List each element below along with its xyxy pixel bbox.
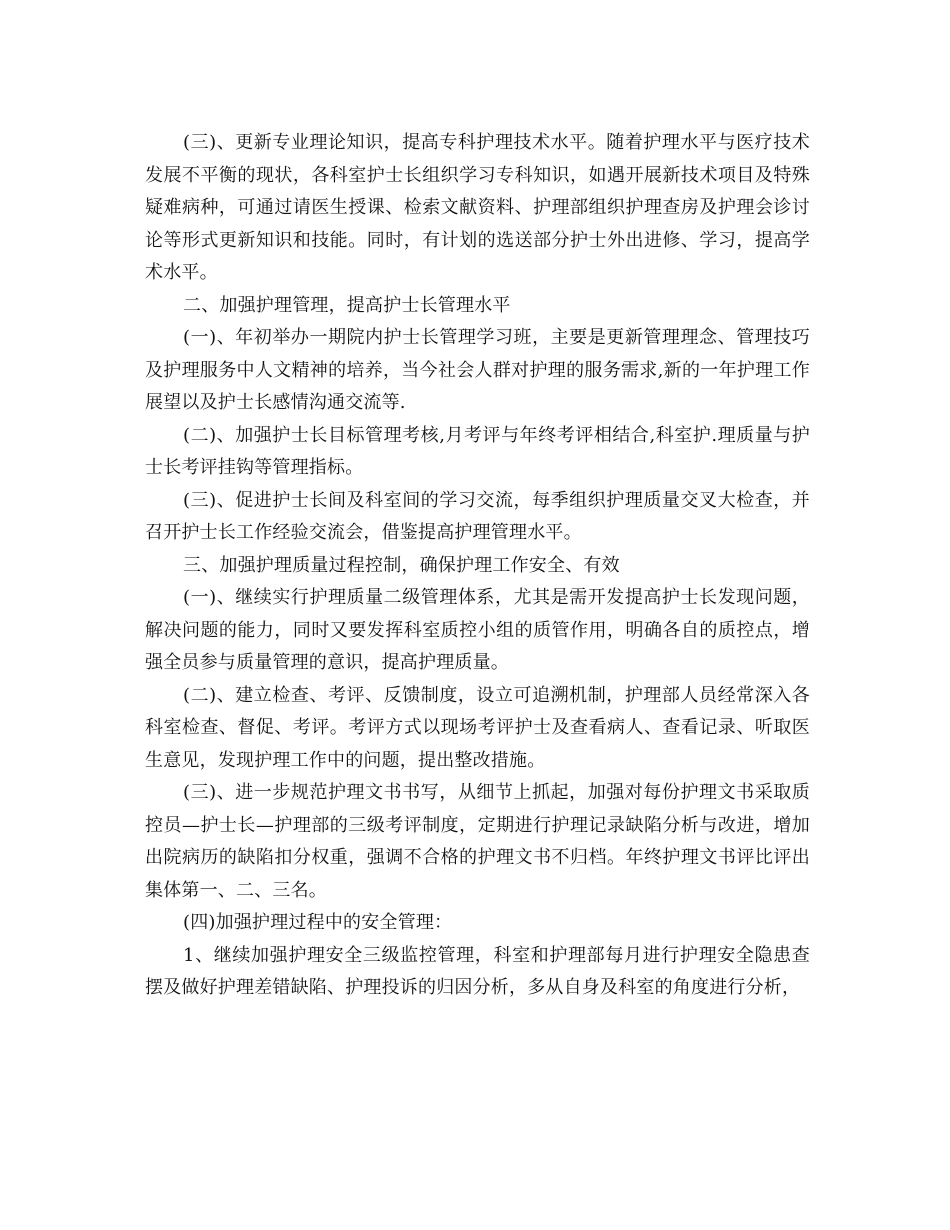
section-heading: 三、加强护理质量过程控制，确保护理工作安全、有效	[183, 554, 620, 576]
paragraph: (二)、建立检查、考评、反馈制度，设立可追溯机制，护理部人员经常深入各科室检查、督促、考评。考评方式以现场考评护士及查看病人、查看记录、听取医生意见，发现护理工作中的问题，提出整改措施。	[145, 684, 810, 771]
paragraph: 1、继续加强护理安全三级监控管理，科室和护理部每月进行护理安全隐患查摆及做好护理差错缺陷、护理投诉的归因分析，多从自身及科室的角度进行分析，	[145, 944, 810, 998]
document-body	[145, 127, 810, 1005]
paragraph: (三)、进一步规范护理文书书写，从细节上抓起，加强对每份护理文书采取质控员—护士长—护理部的三级考评制度，定期进行护理记录缺陷分析与改进，增加出院病历的缺陷扣分权重，强调不合格的护理文书不归档。年终护理文书评比评出集体第一、二、三名。	[145, 782, 810, 901]
paragraph: (二)、加强护士长目标管理考核,月考评与年终考评相结合,科室护.理质量与护士长考评挂钩等管理指标。	[145, 424, 810, 478]
paragraph: (三)、促进护士长间及科室间的学习交流，每季组织护理质量交叉大检查，并召开护士长工作经验交流会，借鉴提高护理管理水平。	[145, 489, 810, 543]
paragraph: (一)、继续实行护理质量二级管理体系，尤其是需开发提高护士长发现问题，解决问题的能力，同时又要发挥科室质控小组的质管作用，明确各自的质控点，增强全员参与质量管理的意识，提高护理质量。	[145, 587, 810, 673]
paragraph: (一)、年初举办一期院内护士长管理学习班，主要是更新管理理念、管理技巧及护理服务中人文精神的培养，当今社会人群对护理的服务需求,新的一年护理工作展望以及护士长感情沟通交流等.	[145, 327, 810, 413]
paragraph: (三)、更新专业理论知识，提高专科护理技术水平。随着护理水平与医疗技术发展不平衡的现状，各科室护士长组织学习专科知识，如遇开展新技术项目及特殊疑难病种，可通过请医生授课、检索文献资料、护理部组织护理查房及护理会诊讨论等形式更新知识和技能。同时，有计划的选送部分护士外出进修、学习，提高学术水平。	[145, 132, 810, 283]
section-heading: 二、加强护理管理，提高护士长管理水平	[183, 294, 511, 316]
subsection-heading: (四)加强护理过程中的安全管理：	[183, 912, 453, 933]
